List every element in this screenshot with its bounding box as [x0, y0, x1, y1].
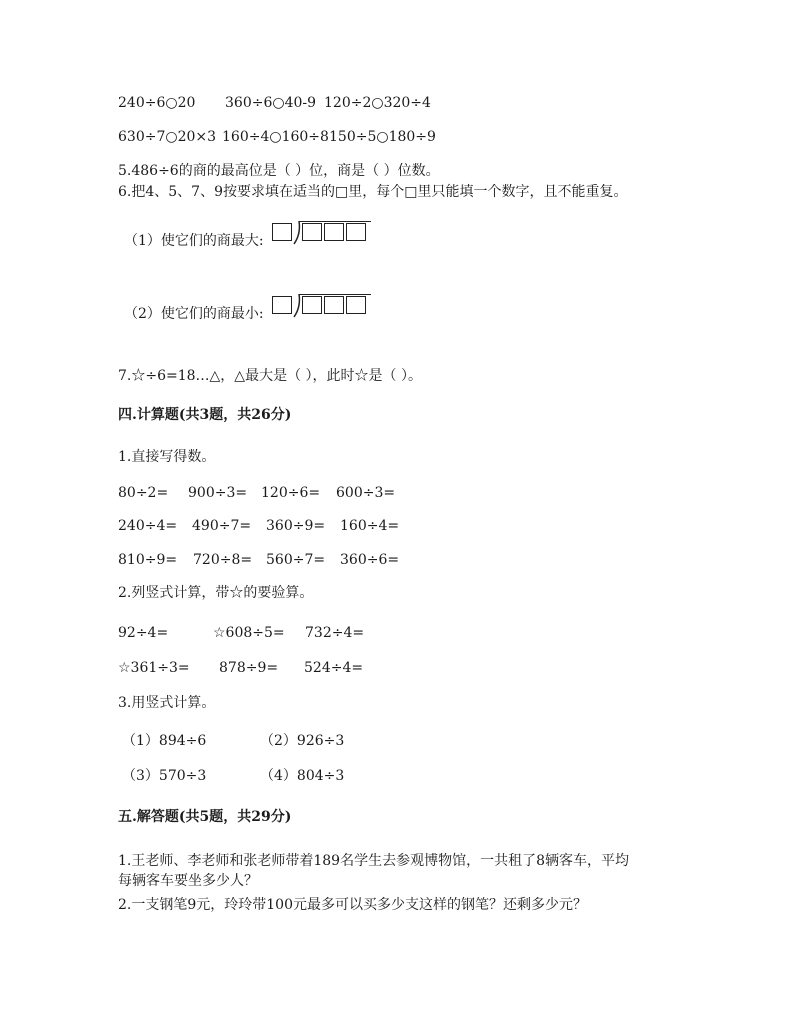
dividend-box	[302, 223, 322, 241]
calc-item: 80÷2=	[118, 485, 169, 501]
calc-item: 524÷4=	[304, 660, 364, 676]
question-7: 7.☆÷6=18…△，△最大是（ ），此时☆是（ ）。	[118, 368, 422, 384]
compare-item: 630÷7○20×3	[118, 129, 217, 145]
calc-item: 732÷4=	[305, 625, 365, 641]
calc-item: 360÷6=	[340, 552, 400, 568]
divisor-box	[272, 223, 292, 241]
dividend-box	[346, 223, 366, 241]
compare-item: 150÷5○180÷9	[329, 129, 436, 145]
question-5: 5.486÷6的商的最高位是（ ）位，商是（ ）位数。	[118, 163, 440, 179]
calc-item: 560÷7=	[266, 552, 326, 568]
calc-item: 240÷4=	[118, 518, 178, 534]
divisor-box	[272, 296, 292, 314]
compare-item: 120÷2○320÷4	[324, 95, 431, 111]
section-4-title: 四.计算题(共3题，共26分)	[118, 407, 292, 423]
division-bracket-icon	[292, 293, 302, 319]
section-5-title: 五.解答题(共5题，共29分)	[118, 809, 292, 825]
answer-1-line-1: 1.王老师、李老师和张老师带着189名学生去参观博物馆，一共租了8辆客车，平均	[118, 853, 629, 869]
question-6-part-1-label: （1）使它们的商最大:	[124, 233, 264, 249]
calc-item: （3）570÷3	[122, 768, 207, 784]
calc-1-title: 1.直接写得数。	[118, 449, 216, 465]
calc-3-title: 3.用竖式计算。	[118, 695, 216, 711]
dividend-box	[324, 223, 344, 241]
answer-2: 2.一支钢笔9元，玲玲带100元最多可以买多少支这样的钢笔？还剩多少元？	[118, 897, 587, 913]
calc-item: （4）804÷3	[260, 768, 345, 784]
calc-item: ☆608÷5=	[213, 625, 285, 641]
calc-item: ☆361÷3=	[118, 660, 190, 676]
dividend-box	[302, 296, 322, 314]
calc-item: 600÷3=	[336, 485, 396, 501]
compare-item: 160÷4○160÷8	[222, 129, 329, 145]
dividend-boxes	[302, 223, 366, 241]
calc-2-title: 2.列竖式计算，带☆的要验算。	[118, 585, 314, 601]
dividend-boxes	[302, 296, 366, 314]
calc-item: 900÷3=	[188, 485, 248, 501]
calc-item: 360÷9=	[266, 518, 326, 534]
calc-item: 878÷9=	[219, 660, 279, 676]
calc-item: 720÷8=	[193, 552, 253, 568]
calc-item: （1）894÷6	[122, 733, 207, 749]
answer-1-line-2: 每辆客车要坐多少人？	[118, 873, 258, 889]
calc-item: 160÷4=	[340, 518, 400, 534]
calc-item: （2）926÷3	[260, 733, 345, 749]
compare-item: 240÷6○20	[118, 95, 196, 111]
question-6: 6.把4、5、7、9按要求填在适当的□里，每个□里只能填一个数字，且不能重复。	[118, 184, 628, 200]
compare-item: 360÷6○40-9	[225, 95, 317, 111]
division-bracket-icon	[292, 220, 302, 246]
question-6-part-2-label: （2）使它们的商最小:	[124, 306, 264, 322]
dividend-box	[346, 296, 366, 314]
calc-item: 490÷7=	[192, 518, 252, 534]
calc-item: 810÷9=	[118, 552, 178, 568]
calc-item: 92÷4=	[118, 625, 169, 641]
calc-item: 120÷6=	[261, 485, 321, 501]
dividend-box	[324, 296, 344, 314]
